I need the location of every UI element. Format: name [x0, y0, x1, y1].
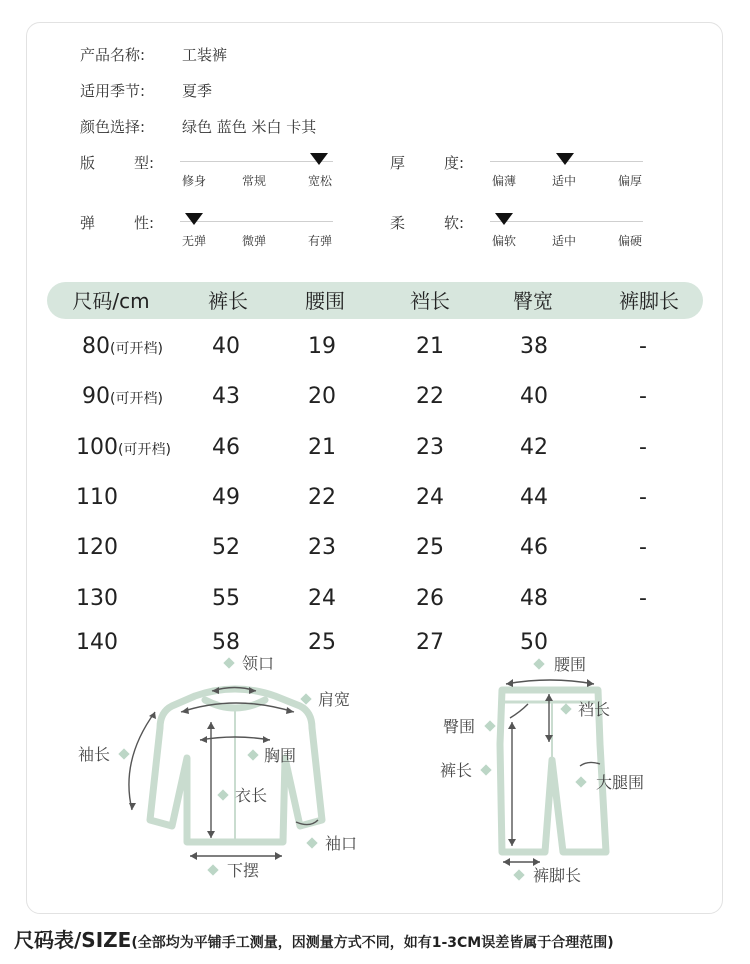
footer-title: 尺码表/SIZE — [14, 928, 132, 952]
table-cell: 19 — [308, 334, 336, 359]
label-thigh: 大腿围 — [596, 773, 645, 792]
label-pants-length: 裤长 — [440, 761, 473, 780]
scale-tick: 修身 — [182, 174, 207, 188]
table-header-leg-opening: 裤脚长 — [619, 289, 679, 313]
label-collar: 领口 — [242, 654, 275, 673]
scale-label-char: 厚 — [390, 154, 406, 172]
scale-tick: 无弹 — [182, 234, 207, 248]
table-cell: 55 — [212, 586, 240, 611]
size-value: 100 — [76, 435, 118, 460]
size-value: 120 — [76, 535, 118, 560]
table-cell: 46 — [520, 535, 548, 560]
scale-tick: 偏厚 — [618, 174, 643, 188]
label-cuff: 袖口 — [325, 834, 358, 853]
table-header-rise: 裆长 — [410, 289, 450, 313]
table-cell: 25 — [308, 630, 336, 655]
table-cell: 38 — [520, 334, 548, 359]
table-header-waist: 腰围 — [305, 289, 345, 313]
table-cell: 23 — [416, 435, 444, 460]
scale-tick: 偏硬 — [618, 234, 643, 248]
info-label: 适用季节: — [80, 82, 146, 100]
table-cell: 40 — [520, 384, 548, 409]
size-note: (可开档) — [110, 341, 163, 357]
scale-label-char: 版 — [80, 154, 96, 172]
footer-note: (全部均为平铺手工测量，因测量方式不同，如有1-3CM误差皆属于合理范围) — [131, 935, 614, 951]
table-cell: - — [639, 535, 647, 560]
label-hem: 下摆 — [227, 861, 260, 880]
table-cell: 22 — [308, 485, 336, 510]
table-header-size: 尺码/cm — [72, 289, 150, 313]
table-cell: - — [639, 334, 647, 359]
size-value: 80 — [82, 334, 110, 359]
table-cell: 43 — [212, 384, 240, 409]
info-label: 产品名称: — [80, 46, 146, 64]
footer — [14, 924, 614, 953]
size-note: (可开档) — [118, 442, 171, 458]
table-cell: 25 — [416, 535, 444, 560]
info-value: 工装裤 — [182, 46, 228, 64]
table-cell: 27 — [416, 630, 444, 655]
scale-label-char: 度: — [444, 154, 465, 172]
table-cell: 21 — [416, 334, 444, 359]
info-label: 颜色选择: — [80, 118, 146, 136]
table-header-pants-length: 裤长 — [208, 289, 248, 313]
table-cell: 46 — [212, 435, 240, 460]
label-shoulder: 肩宽 — [318, 690, 351, 709]
table-cell: 48 — [520, 586, 548, 611]
table-cell: 21 — [308, 435, 336, 460]
scale-tick: 偏薄 — [492, 174, 517, 188]
table-cell: 44 — [520, 485, 548, 510]
size-value: 110 — [76, 485, 118, 510]
label-hip: 臀围 — [443, 717, 476, 736]
size-value: 130 — [76, 586, 118, 611]
scale-label-char: 性: — [134, 214, 155, 232]
table-cell: 20 — [308, 384, 336, 409]
table-cell: - — [639, 586, 647, 611]
table-cell: 26 — [416, 586, 444, 611]
table-cell: 50 — [520, 630, 548, 655]
info-value: 绿色 蓝色 米白 卡其 — [182, 118, 317, 136]
label-chest: 胸围 — [264, 746, 297, 765]
table-cell: 49 — [212, 485, 240, 510]
scale-tick: 适中 — [552, 234, 577, 248]
scale-tick: 常规 — [242, 174, 267, 188]
scale-tick: 微弹 — [242, 234, 267, 248]
table-cell: - — [639, 384, 647, 409]
scale-label-char: 软: — [444, 214, 465, 232]
table-cell: 40 — [212, 334, 240, 359]
scale-tick: 适中 — [552, 174, 577, 188]
scale-tick: 宽松 — [308, 174, 333, 188]
table-cell: - — [639, 485, 647, 510]
scale-tick: 有弹 — [308, 234, 333, 248]
table-cell: 52 — [212, 535, 240, 560]
info-value: 夏季 — [182, 82, 213, 100]
label-waist: 腰围 — [554, 655, 587, 674]
scale-label-char: 柔 — [390, 214, 406, 232]
label-rise: 裆长 — [578, 700, 611, 719]
table-cell: 23 — [308, 535, 336, 560]
size-value: 140 — [76, 630, 118, 655]
size-value: 90 — [82, 384, 110, 409]
label-leg-opening: 裤脚长 — [533, 866, 582, 885]
size-note: (可开档) — [110, 391, 163, 407]
table-cell: 24 — [416, 485, 444, 510]
scale-tick: 偏软 — [492, 234, 517, 248]
scale-label-char: 弹 — [80, 214, 96, 232]
label-shirt-length: 衣长 — [235, 786, 268, 805]
table-cell: 22 — [416, 384, 444, 409]
table-header-hip: 臀宽 — [513, 289, 553, 313]
table-cell: 58 — [212, 630, 240, 655]
label-sleeve: 袖长 — [78, 745, 111, 764]
table-cell: 42 — [520, 435, 548, 460]
table-cell: - — [639, 435, 647, 460]
table-cell: 24 — [308, 586, 336, 611]
scale-label-char: 型: — [134, 154, 155, 172]
